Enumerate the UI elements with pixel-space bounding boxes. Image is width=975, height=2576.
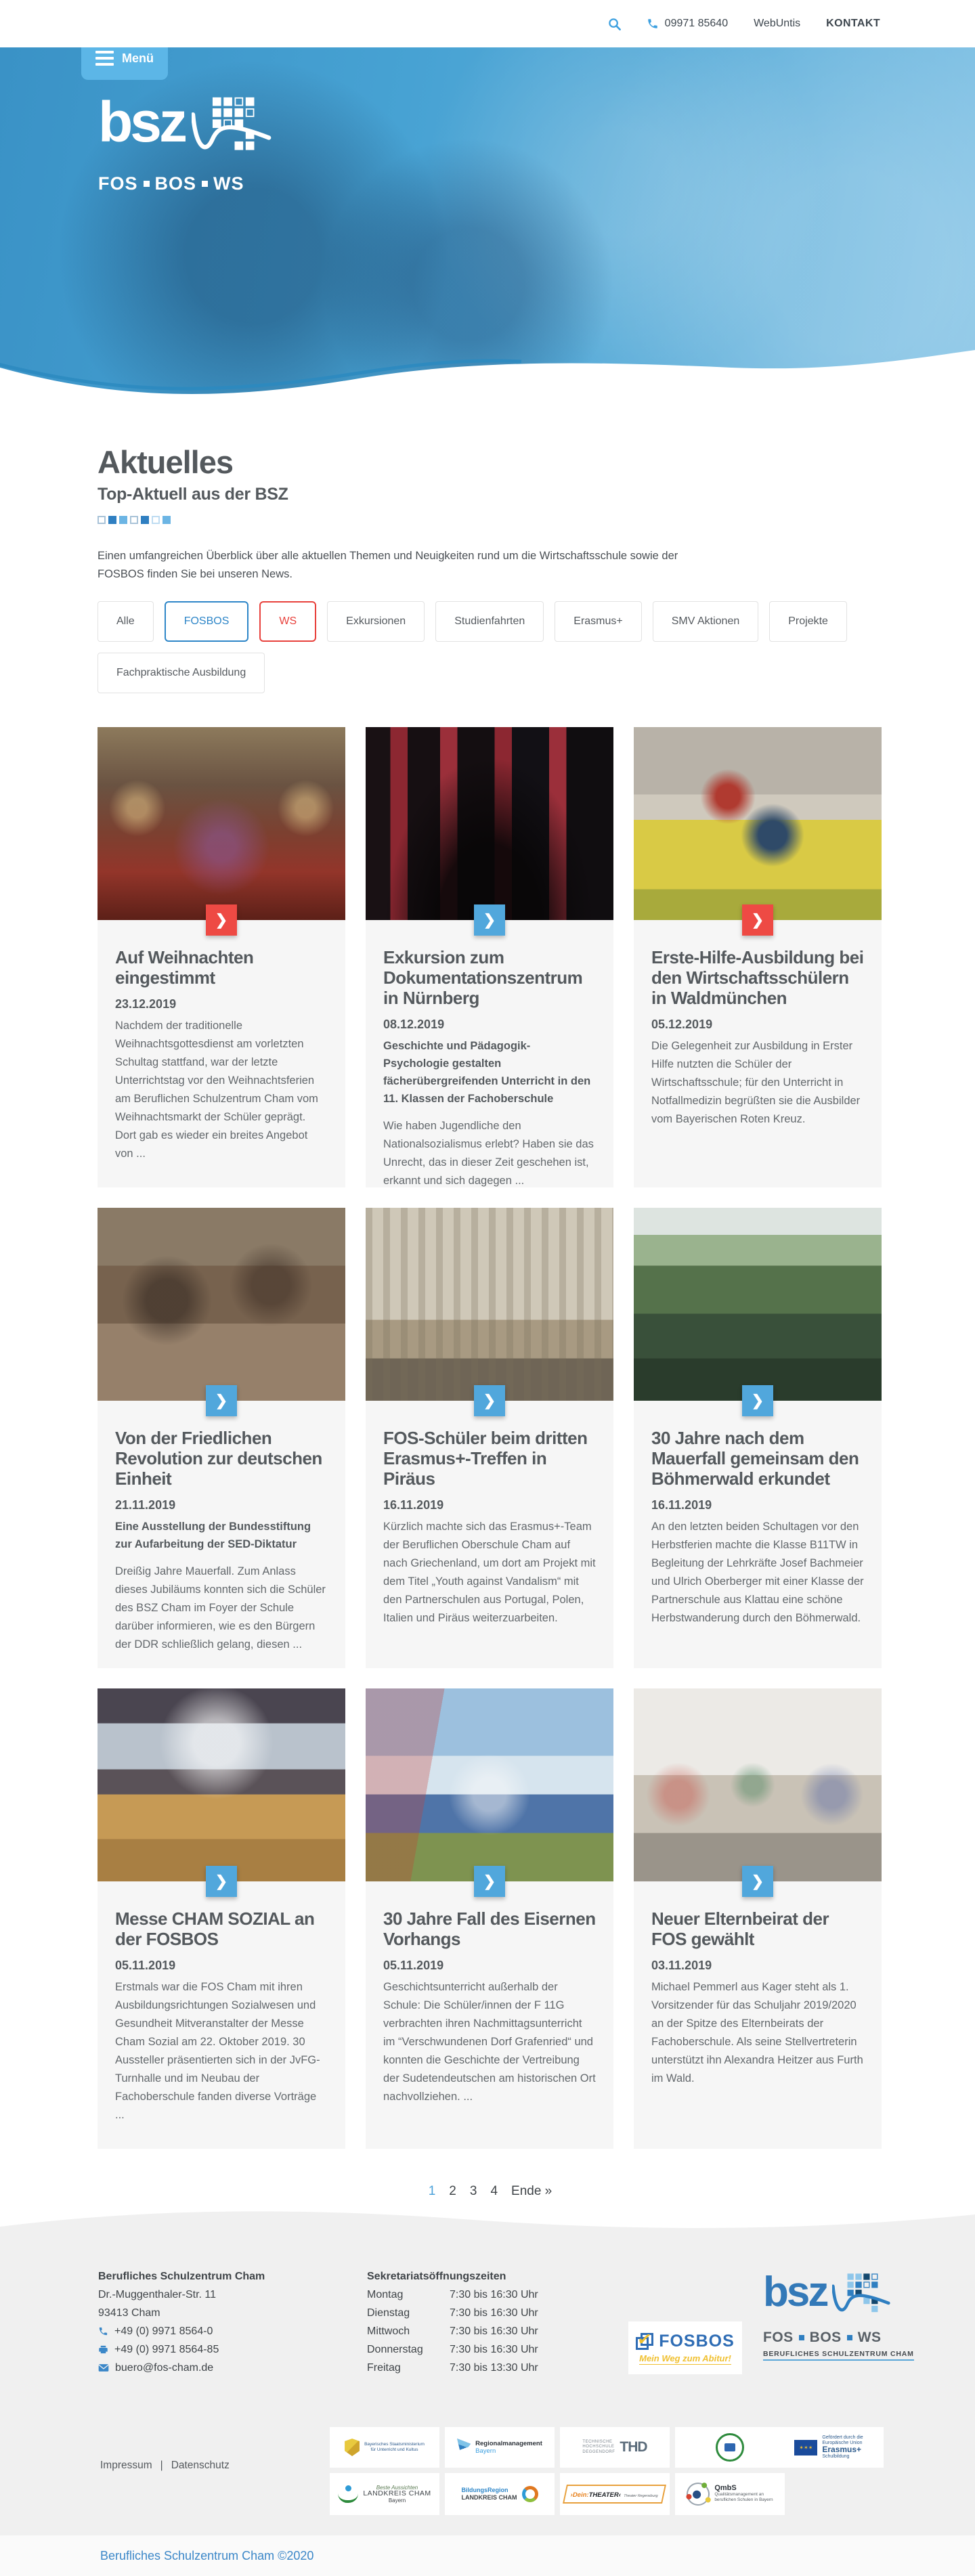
footer-school-name: Berufliches Schulzentrum Cham — [98, 2271, 265, 2282]
impressum-link[interactable]: Impressum — [100, 2460, 152, 2471]
card-title: 30 Jahre nach dem Mauerfall gemeinsam den Böhmerwald erkundet — [651, 1428, 859, 1489]
hours-row: Freitag 7:30 bis 13:30 Uhr — [367, 2362, 538, 2374]
card-text: Geschichtsunterricht außerhalb der Schule: Die Schüler/innen der F 11G verbrachten ihren Nachmittagsunterricht im “Verschwundenen Dorf Grafenried“ und konnten die Geschichte der Vertreibung der Sudetendeutschen am historischen Ort nachvollziehen. ... — [383, 1981, 596, 2103]
news-card-image — [634, 1208, 882, 1409]
bildungsregion-icon — [522, 2486, 538, 2502]
news-card[interactable] — [98, 1208, 345, 1668]
footer — [0, 2204, 975, 2576]
filter-tab-projekte[interactable]: Projekte — [769, 601, 847, 642]
card-text: Nachdem der traditionelle Weihnachtsgottesdienst am vorletzten Schultag stattfand, war der letzte Unterrichtstag vor den Weihnachtsferien am Beruflichen Schulzentrum Cham vom Weihnachtsmarkt der Schüler geprägt. Dort gab es wieder ein breites Angebot von ... — [115, 1020, 318, 1160]
card-arrow-button[interactable] — [206, 1866, 237, 1897]
bsz-logo-subline: FOS BOS WS — [763, 2330, 882, 2345]
carousel-dot[interactable] — [108, 516, 116, 524]
card-arrow-button[interactable] — [206, 1385, 237, 1416]
card-arrow-button[interactable] — [742, 1385, 773, 1416]
news-card-image — [98, 1208, 345, 1409]
card-date: 05.11.2019 — [115, 1959, 176, 1972]
bsz-logo-text: bsz — [98, 90, 186, 154]
fax-icon — [98, 2344, 108, 2355]
filter-tab-fachpraktische-ausbildung[interactable]: Fachpraktische Ausbildung — [98, 653, 265, 693]
news-card-image — [634, 727, 882, 928]
hero-wave-shape — [0, 326, 975, 407]
card-text: Dreißig Jahre Mauerfall. Zum Anlass dieses Jubiläums konnten sich die Schüler des BSZ Cham im Foyer der Schule darüber informieren, wie es den Bürgern der DDR schließlich gelang, diesen ... — [115, 1565, 326, 1651]
card-text: Michael Pemmerl aus Kager steht als 1. Vorsitzender für das Schuljahr 2019/2020 an der Spitze des Elternbeirats der Fachoberschule. Als seine Stellvertreterin unterstützt ihn Alexandra Heitzer aus Furth im Wald. — [651, 1981, 863, 2084]
page-subtitle: Top-Aktuell aus der BSZ — [98, 485, 288, 504]
footer-fax: +49 (0) 9971 8564-85 — [98, 2340, 265, 2359]
footer-links — [100, 2460, 230, 2472]
footer-address — [98, 2267, 265, 2377]
eco-school-icon — [716, 2433, 744, 2462]
partner-logo-bildungsregion[interactable]: BildungsRegion LANDKREIS CHAM — [445, 2473, 555, 2515]
phone-label: 09971 85640 — [664, 18, 729, 29]
bsz-logo-text: bsz — [763, 2269, 827, 2315]
news-card-image — [366, 1688, 613, 1890]
pagination-page-2[interactable]: 2 — [449, 2184, 456, 2198]
carousel-dot[interactable] — [162, 516, 171, 524]
card-date: 16.11.2019 — [651, 1498, 712, 1512]
card-text: Kürzlich machte sich das Erasmus+-Team der Beruflichen Oberschule Cham auf nach Griechenland, um dort am Projekt mit dem Titel „Youth against Vandalism“ mit den Partnerschulen aus Portugal, Polen, Italien und Piräus weiterzuarbeiten. — [383, 1521, 596, 1624]
card-title: Von der Friedlichen Revolution zur deutschen Einheit — [115, 1428, 322, 1489]
links-divider: | — [160, 2460, 163, 2471]
landkreis-cham-icon — [338, 2485, 358, 2503]
partner-logo-staatsministerium[interactable]: Bayerisches Staatsministerium für Unterricht und Kultus — [330, 2427, 439, 2468]
page-title: Aktuelles — [98, 444, 233, 480]
menu-label: Menü — [122, 51, 154, 65]
card-subtitle: Geschichte und Pädagogik-Psychologie gestalten fächerübergreifenden Unterricht in den 11. Klassen der Fachoberschule — [383, 1040, 591, 1105]
kontakt-link[interactable]: KONTAKT — [826, 18, 880, 29]
pagination — [98, 2184, 883, 2199]
dein-theater-wordmark: ›Dein:THEATER‹ Theater Regensburg — [563, 2485, 666, 2504]
news-card[interactable] — [98, 727, 345, 1187]
hours-row: Dienstag 7:30 bis 16:30 Uhr — [367, 2307, 538, 2319]
hours-row: Montag 7:30 bis 16:30 Uhr — [367, 2289, 538, 2300]
partner-logo-regionalmanagement[interactable]: Regionalmanagement Bayern — [445, 2427, 555, 2468]
card-title: Neuer Elternbeirat der FOS gewählt — [651, 1908, 829, 1949]
bsz-logo-subline: FOS BOS WS — [98, 173, 244, 194]
news-card[interactable] — [366, 727, 613, 1187]
hours-row: Donnerstag 7:30 bis 16:30 Uhr — [367, 2344, 538, 2355]
filter-tab-ws[interactable]: WS — [259, 601, 316, 642]
fosbos-badge-title: FOSBOS — [659, 2331, 735, 2351]
news-card[interactable] — [98, 1688, 345, 2149]
partner-logo-landkreis-cham[interactable]: Beste Aussichten LANDKREIS CHAM Bayern — [330, 2473, 439, 2515]
main-content — [0, 406, 975, 2204]
pagination-end[interactable]: Ende » — [511, 2184, 552, 2198]
card-date: 23.12.2019 — [115, 997, 177, 1011]
bsz-logo-caption: BERUFLICHES SCHULZENTRUM CHAM — [763, 2350, 914, 2358]
card-date: 16.11.2019 — [383, 1498, 444, 1512]
news-card-image — [98, 1688, 345, 1890]
partner-logo-th-deggendorf[interactable]: TECHNISCHE HOCHSCHULE DEGGENDORF THD — [560, 2427, 670, 2468]
card-arrow-button[interactable] — [474, 1385, 505, 1416]
news-card[interactable] — [634, 727, 882, 1187]
card-title: Messe CHAM SOZIAL an der FOSBOS — [115, 1908, 315, 1949]
topbar — [0, 0, 975, 47]
bsz-logo-grid-icon — [192, 96, 272, 167]
footer-office-hours — [367, 2267, 538, 2377]
news-card-image — [634, 1688, 882, 1890]
pagination-page-4[interactable]: 4 — [490, 2184, 498, 2198]
chevron-right-icon: ❯ — [483, 911, 496, 928]
copyright-text: Berufliches Schulzentrum Cham ©2020 — [100, 2548, 314, 2562]
bsz-logo[interactable] — [98, 90, 272, 194]
carousel-dot[interactable] — [130, 516, 138, 524]
news-card-image — [366, 727, 613, 928]
card-arrow-button[interactable] — [474, 904, 505, 936]
card-subtitle: Eine Ausstellung der Bundesstiftung zur Aufarbeitung der SED-Diktatur — [115, 1521, 311, 1550]
footer-city: 93413 Cham — [98, 2307, 160, 2319]
card-arrow-button[interactable] — [742, 904, 773, 936]
card-title: Erste-Hilfe-Ausbildung bei den Wirtschaftsschülern in Waldmünchen — [651, 947, 864, 1008]
chevron-right-icon: ❯ — [215, 911, 228, 928]
fosbos-badge[interactable] — [628, 2321, 742, 2374]
fosbos-check-icon: ✓ — [636, 2328, 654, 2351]
footer-bottom-bar — [0, 2535, 975, 2576]
bsz-logo-grid-icon — [832, 2273, 890, 2324]
hours-title: Sekretariatsöffnungszeiten — [367, 2271, 506, 2282]
card-title: Auf Weihnachten eingestimmt — [115, 947, 254, 988]
card-text: An den letzten beiden Schultagen vor den Herbstferien machte die Klasse B11TW in Begleitung der Lehrkräfte Josef Bachmeier und Ulrich Oberberger mit einer Klasse der Partnerschule aus Klattau eine schöne Herbstwanderung durch den Böhmerwald. — [651, 1521, 864, 1624]
phone-icon — [647, 18, 659, 30]
footer-bsz-logo[interactable] — [763, 2269, 914, 2358]
card-title: Exkursion zum Dokumentationszentrum in Nürnberg — [383, 947, 583, 1008]
footer-street: Dr.-Muggenthaler-Str. 11 — [98, 2289, 217, 2300]
footer-phone[interactable]: +49 (0) 9971 8564-0 — [98, 2322, 265, 2340]
card-arrow-button[interactable] — [474, 1866, 505, 1897]
pagination-page-1[interactable]: 1 — [428, 2184, 436, 2198]
bavaria-crest-icon — [345, 2439, 360, 2456]
card-title: FOS-Schüler beim dritten Erasmus+-Treffen in Piräus — [383, 1428, 588, 1489]
chevron-right-icon: ❯ — [751, 1392, 764, 1409]
news-card[interactable] — [634, 1688, 882, 2149]
card-text: Erstmals war die FOS Cham mit ihren Ausbildungsrichtungen Sozialwesen und Gesundheit Mitveranstalter der Messe Cham Sozial am 22. Oktober 2019. 30 Aussteller präsentierten sich in der JvFG-Turnhalle und im Neubau der Fachoberschule fanden diverse Vorträge ... — [115, 1981, 320, 2121]
news-card[interactable] — [366, 1688, 613, 2149]
hero-banner — [0, 47, 975, 406]
carousel-dot[interactable] — [98, 516, 106, 524]
card-date: 21.11.2019 — [115, 1498, 176, 1512]
filter-tab-exkursionen[interactable]: Exkursionen — [327, 601, 425, 642]
partner-logo-dein-theater[interactable] — [560, 2473, 670, 2515]
fosbos-badge-tagline: Mein Weg zum Abitur! — [639, 2353, 731, 2363]
news-card[interactable] — [366, 1208, 613, 1668]
filter-tab-studienfahrten[interactable]: Studienfahrten — [435, 601, 544, 642]
datenschutz-link[interactable]: Datenschutz — [171, 2460, 230, 2471]
thd-wordmark: THD — [620, 2439, 647, 2455]
hamburger-icon — [95, 51, 114, 66]
carousel-dot[interactable] — [141, 516, 149, 524]
regionalmanagement-icon — [457, 2439, 471, 2456]
card-arrow-button[interactable] — [742, 1866, 773, 1897]
carousel-dot[interactable] — [119, 516, 127, 524]
eu-flag-icon: ✶✶✶ — [794, 2440, 817, 2455]
chevron-right-icon: ❯ — [215, 1873, 228, 1890]
phone-number[interactable] — [647, 18, 728, 30]
filter-tabs — [98, 601, 883, 693]
news-card-image — [98, 727, 345, 928]
card-date: 08.12.2019 — [383, 1018, 445, 1031]
search-icon — [608, 18, 621, 30]
chevron-right-icon: ❯ — [751, 1873, 764, 1890]
card-text: Die Gelegenheit zur Ausbildung in Erster Hilfe nutzten die Schüler der Wirtschaftsschule; für den Unterricht in Notfallmedizin begrüßten sie die Ausbilder vom Bayerischen Roten Kreuz. — [651, 1040, 861, 1125]
card-date: 05.12.2019 — [651, 1018, 713, 1031]
news-grid — [98, 727, 883, 2149]
pagination-page-3[interactable]: 3 — [469, 2184, 477, 2198]
search-button[interactable] — [608, 18, 621, 30]
chevron-right-icon: ❯ — [483, 1392, 496, 1409]
phone-icon — [98, 2326, 108, 2336]
carousel-dots — [98, 516, 883, 524]
news-card[interactable] — [634, 1208, 882, 1668]
card-title: 30 Jahre Fall des Eisernen Vorhangs — [383, 1908, 596, 1949]
qmbs-icon — [684, 2479, 714, 2509]
footer-email[interactable]: buero@fos-cham.de — [98, 2359, 265, 2377]
mail-icon — [98, 2363, 109, 2372]
filter-tab-smv-aktionen[interactable]: SMV Aktionen — [653, 601, 759, 642]
card-text: Wie haben Jugendliche den Nationalsozialismus erlebt? Haben sie das Unrecht, das in dieser Zeit geschehen ist, erkannt und sich dagegen ... — [383, 1120, 594, 1187]
card-date: 05.11.2019 — [383, 1959, 444, 1972]
carousel-dot[interactable] — [152, 516, 160, 524]
card-date: 03.11.2019 — [651, 1959, 712, 1972]
filter-tab-erasmus[interactable]: Erasmus+ — [555, 601, 641, 642]
partner-logo-erasmus[interactable]: ✶✶✶ Gefördert durch die Europäische Union Erasmus+ Schulbildung — [774, 2427, 884, 2468]
intro-text: Einen umfangreichen Überblick über alle aktuellen Themen und Neuigkeiten rund um die Wirtschaftsschule sowie der FOSBOS finden Sie bei unseren News. — [98, 550, 678, 580]
chevron-right-icon: ❯ — [751, 911, 764, 928]
webuntis-link[interactable]: WebUntis — [754, 18, 801, 29]
news-card-image — [366, 1208, 613, 1409]
chevron-right-icon: ❯ — [215, 1392, 228, 1409]
chevron-right-icon: ❯ — [483, 1873, 496, 1890]
filter-tab-alle[interactable]: Alle — [98, 601, 154, 642]
filter-tab-fosbos[interactable]: FOSBOS — [165, 601, 249, 642]
partner-logo-qmbs[interactable]: QmbS Qualitätsmanagement an beruflichen Schulen in Bayern — [675, 2473, 785, 2515]
footer-wave-shape — [0, 2204, 975, 2258]
partner-logo-umweltschule[interactable] — [675, 2427, 785, 2468]
hours-row: Mittwoch 7:30 bis 16:30 Uhr — [367, 2326, 538, 2337]
card-arrow-button[interactable] — [206, 904, 237, 936]
